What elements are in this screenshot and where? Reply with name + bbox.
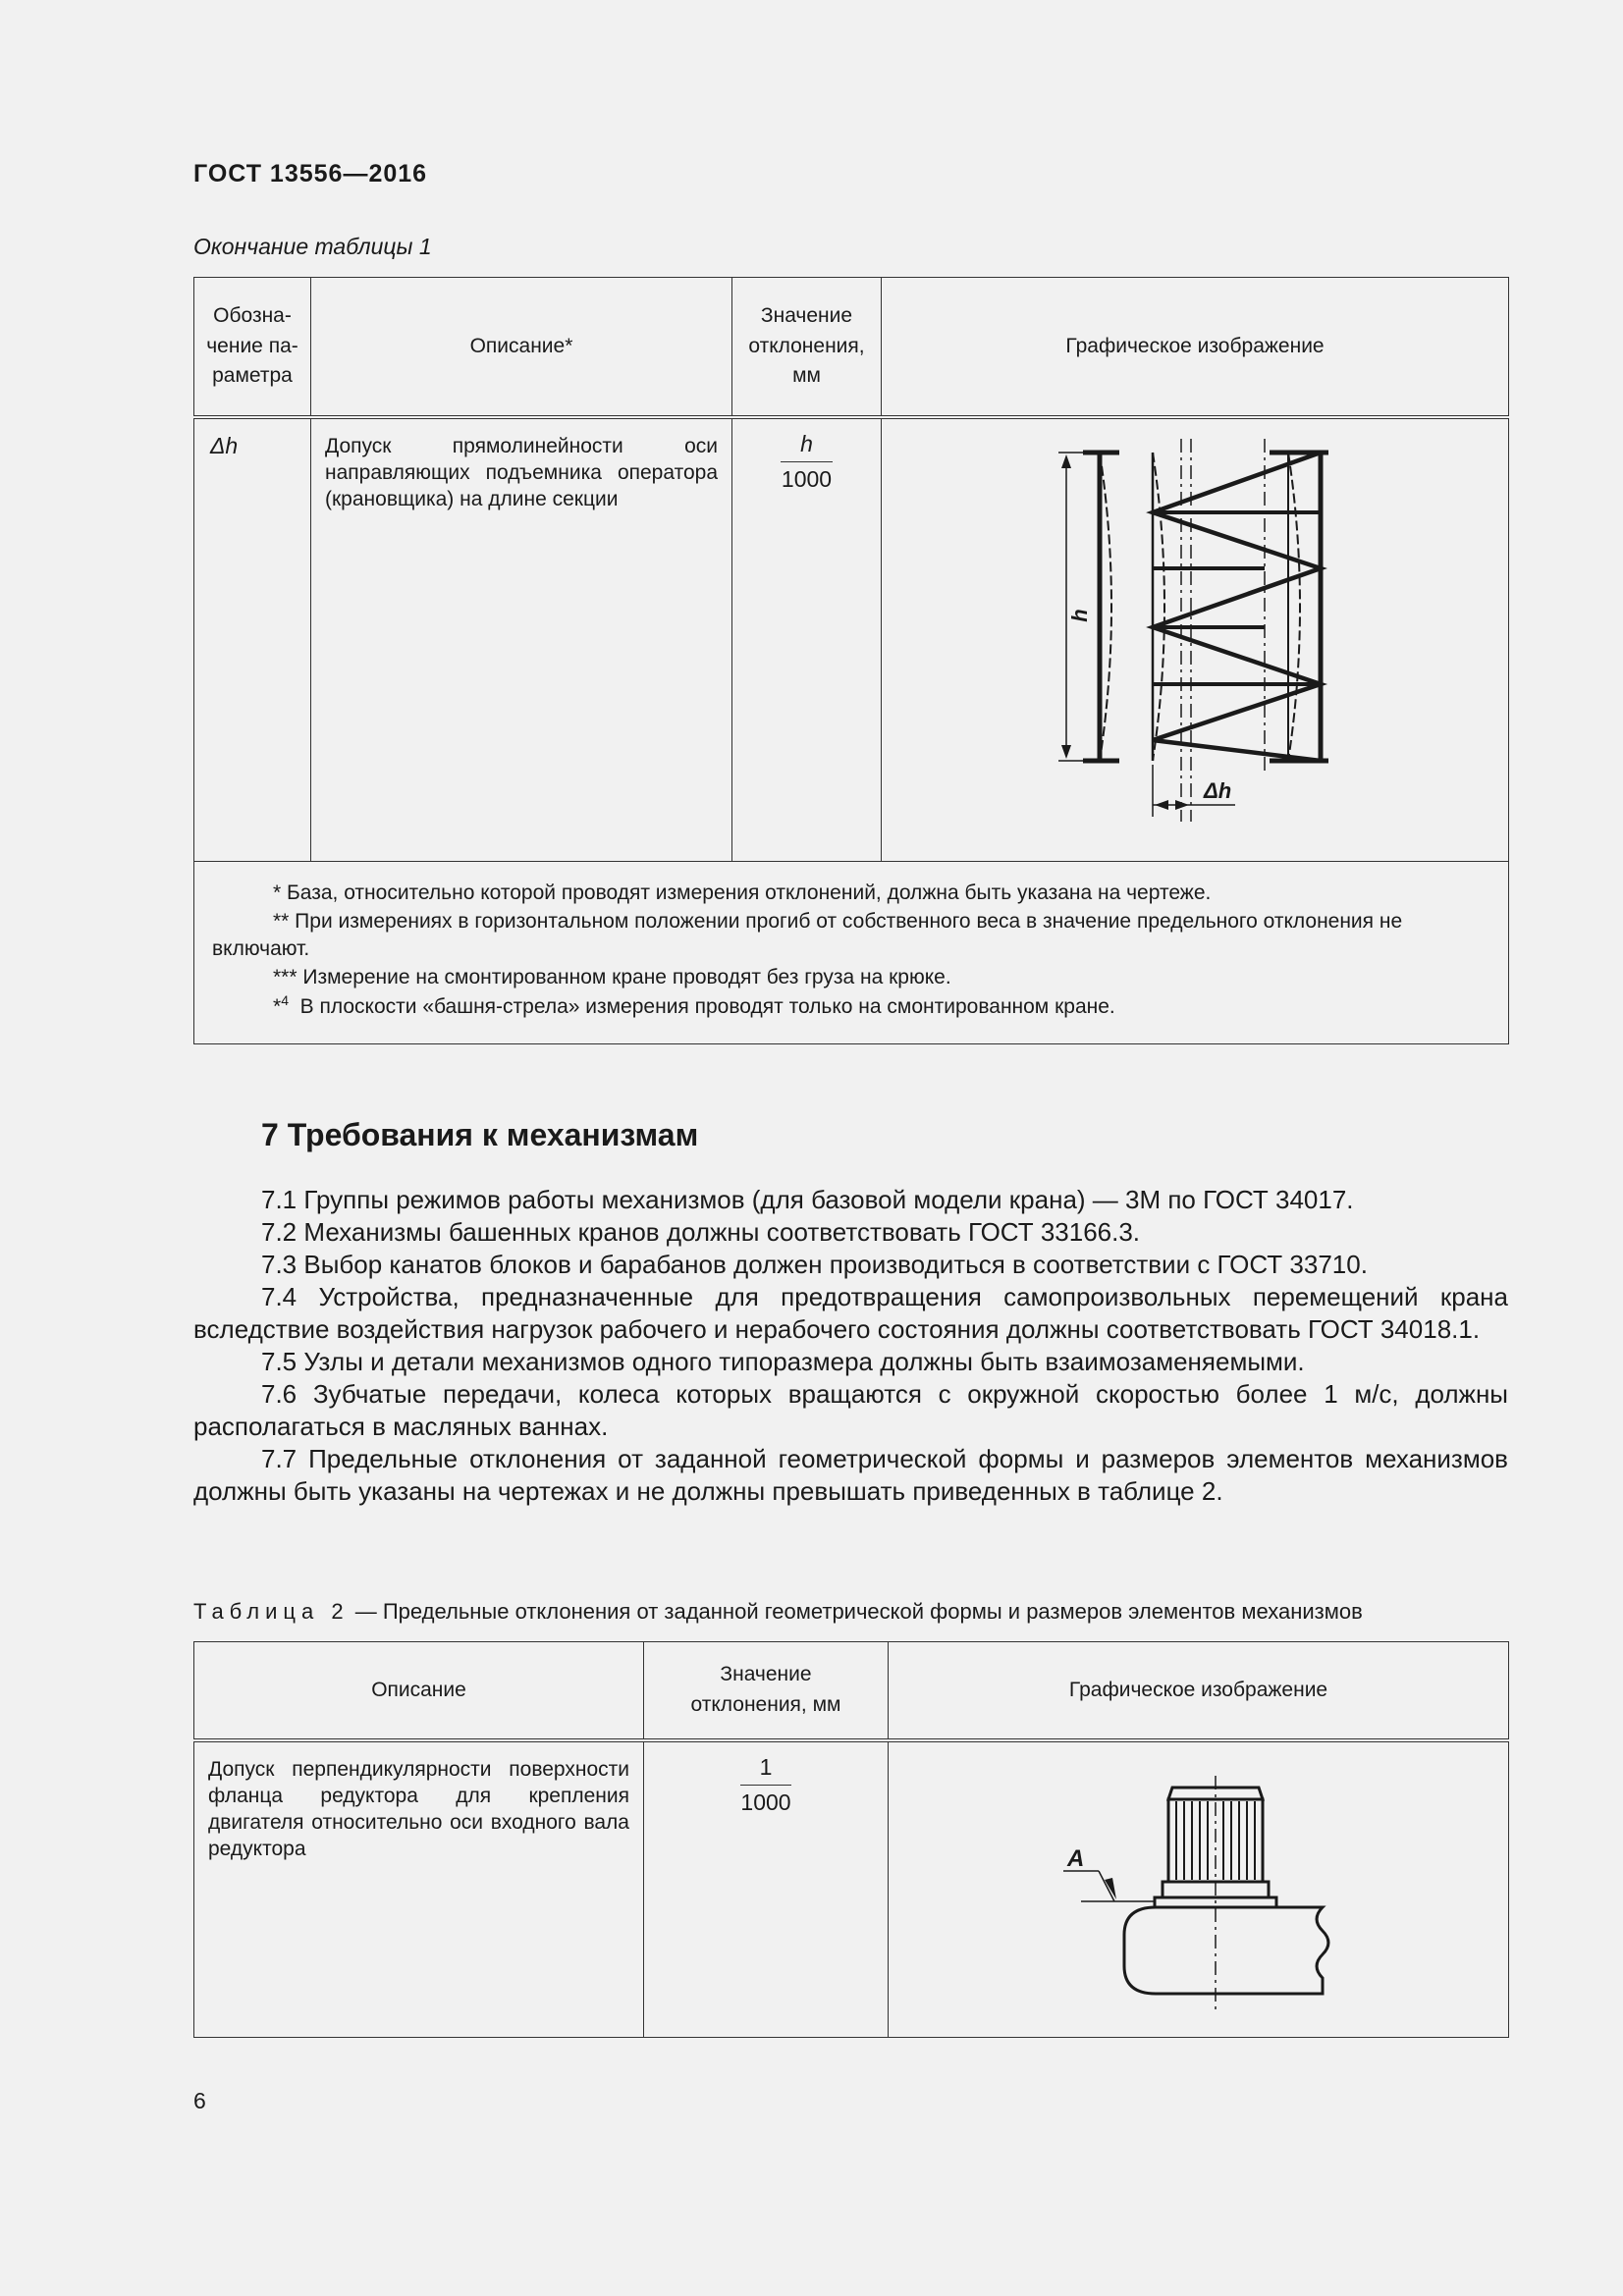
paragraph-7-5: 7.5 Узлы и детали механизмов одного типоразмера должны быть взаимозаменяемыми. [261,1347,1305,1377]
t1-fraction [781,431,833,493]
datum-a-label: A [1067,1844,1085,1872]
t1-symbol-cell [194,417,311,862]
paragraph-7-7: 7.7 Предельные отклонения от заданной геометрической формы и размеров элементов механизмов должны быть указаны на чертежах и не должны превышать приведенных в таблице 2. [193,1444,1508,1507]
t1-footnotes [194,862,1509,1044]
section-7-body [193,1184,1508,1508]
t1-header-deviation: Значение отклонения, мм [732,278,882,417]
table2-caption-label: Таблица 2 [193,1599,350,1624]
t2-fraction-numerator: 1 [740,1754,792,1786]
mast-section-drawing [882,419,1509,864]
section-7-title: 7 Требования к механизмам [261,1117,699,1152]
table1 [193,277,1509,1044]
table1-continuation-caption: Окончание таблицы 1 [193,234,432,259]
page-number: 6 [193,2088,206,2113]
paragraph-7-6: 7.6 Зубчатые передачи, колеса которых вращаются с окружной скоростью более 1 м/с, должны располагаться в масляных ваннах. [193,1379,1508,1442]
t1-deviation-cell [732,417,882,862]
t1-description: Допуск прямолинейности оси направляющих подъемника оператора (крановщика) на длине секции [311,417,732,862]
paragraph-7-3: 7.3 Выбор канатов блоков и барабанов должен производиться в соответствии с ГОСТ 33710. [261,1250,1368,1280]
gearbox-flange-drawing [889,1742,1509,2040]
t1-note-2: ** При измерениях в горизонтальном положении прогиб от собственного веса в значение предельного отклонения не включают. [212,909,1403,961]
t1-note-3: *** Измерение на смонтированном кране проводят без груза на крюке. [273,965,951,988]
height-label: h [1067,608,1092,622]
table2-caption-text: — Предельные отклонения от заданной геометрической формы и размеров элементов механизмов [349,1599,1363,1624]
table2 [193,1641,1509,2038]
paragraph-7-4: 7.4 Устройства, предназначенные для предотвращения самопроизвольных перемещений крана вследствие воздействия нагрузок рабочего и нерабочего состояния должны соответствовать ГОСТ 34018.1. [193,1282,1508,1345]
t2-description: Допуск перпендикулярности поверхности фланца редуктора для крепления двигателя относительно оси входного вала редуктора [194,1740,644,2038]
paragraph-7-2: 7.2 Механизмы башенных кранов должны соответствовать ГОСТ 33166.3. [261,1217,1141,1248]
t1-graphic-cell [882,417,1509,862]
paragraph-7-1: 7.1 Группы режимов работы механизмов (для базовой модели крана) — 3М по ГОСТ 34017. [261,1185,1354,1214]
t1-note-4: *$^4$ В плоскости «башня-стрела» измерения проводят только на смонтированном кране. [273,992,1115,1019]
t2-fraction-denominator: 1000 [740,1789,791,1815]
t1-note-1: * База, относительно которой проводят измерения отклонений, должна быть указана на чертеже. [273,881,1212,904]
t2-graphic-cell [889,1740,1509,2038]
t1-header-description: Описание* [311,278,732,417]
t1-symbol: Δh [210,432,239,458]
t2-fraction [740,1754,792,1816]
t2-header-graphic: Графическое изображение [889,1642,1509,1740]
t1-fraction-numerator: h [781,431,833,462]
document-code: ГОСТ 13556—2016 [193,160,428,187]
t1-header-designation: Обозна- чение па- раметра [194,278,311,417]
t1-fraction-denominator: 1000 [781,465,833,492]
t2-header-description: Описание [194,1642,644,1740]
table2-caption [193,1599,1363,1625]
delta-label: Δh [1204,777,1232,803]
t1-header-graphic: Графическое изображение [882,278,1509,417]
t2-deviation-cell [644,1740,889,2038]
t2-header-deviation: Значение отклонения, мм [644,1642,889,1740]
